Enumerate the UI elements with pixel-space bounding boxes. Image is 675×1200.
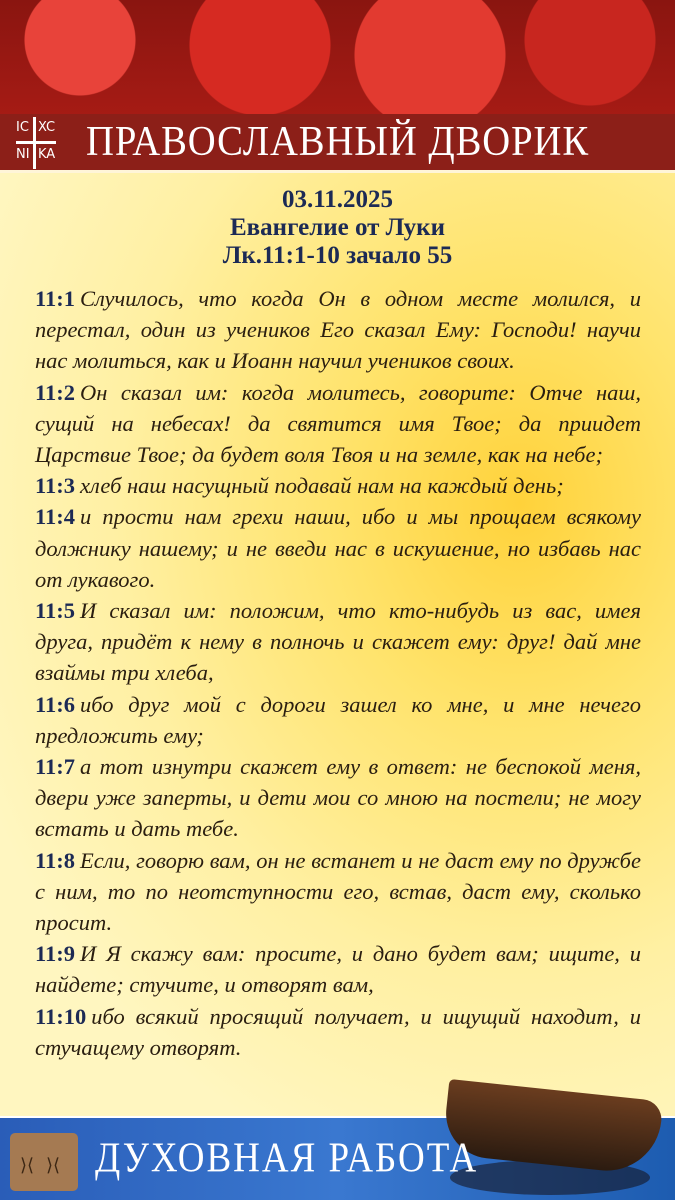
header-banner: [0, 0, 675, 172]
verse: [35, 689, 641, 751]
ic-xc-nika-cross-icon: IC XC NI KA: [16, 117, 78, 167]
verse-text: хлеб наш насущный подавай нам на каждый день;: [80, 473, 564, 499]
divider: [0, 170, 675, 173]
brand-title: ПРАВОСЛАВНЫЙ ДВОРИК: [86, 119, 590, 165]
reading-book: Евангелие от Луки: [230, 214, 445, 241]
verse-number: 11:4: [35, 504, 76, 530]
verse-text: И Я скажу вам: просите, и дано будет вам; ищите, и найдете; стучите, и отворят вам,: [35, 941, 641, 998]
verse-text: Случилось, что когда Он в одном месте молился, и перестал, один из учеников Его сказал Ему: Господи! научи нас молиться, как и Иоанн научил учеников своих.: [35, 286, 641, 374]
reading-date: 03.11.2025: [281, 186, 394, 213]
verse: [35, 377, 641, 471]
verse-number: 11:10: [35, 1003, 87, 1029]
verse-number: 11:3: [35, 473, 76, 499]
verse: [35, 938, 641, 1000]
verse: [35, 283, 641, 377]
verse: [35, 1001, 641, 1063]
header-band: [0, 114, 675, 170]
verse: [35, 501, 641, 595]
verse-number: 11:6: [35, 691, 76, 717]
verse-text: И сказал им: положим, что кто-нибудь из вас, имея друга, придёт к нему в полночь и скажет ему: друг! дай мне взаймы три хлеба,: [35, 598, 641, 686]
verse-number: 11:7: [35, 754, 76, 780]
reading-reference: Лк.11:1-10 зачало 55: [222, 242, 453, 269]
verse-text: а тот изнутри скажет ему в ответ: не беспокой меня, двери уже заперты, и дети мои со мною на постели; не могу встать и дать тебе.: [35, 754, 641, 842]
verse-text: ибо друг мой с дороги зашел ко мне, и мне нечего предложить ему;: [35, 691, 641, 748]
verse-text: Он сказал им: когда молитесь, говорите: Отче наш, сущий на небесах! да святится имя Твое; да приидет Царствие Твое; да будет воля Твоя и на земле, как на небе;: [35, 379, 641, 468]
reading-header: [0, 186, 675, 270]
verse: [35, 595, 641, 689]
verse-text: ибо всякий просящий получает, и ищущий находит, и стучащему отворят.: [35, 1003, 641, 1060]
verse-text: Если, говорю вам, он не встанет и не даст ему по дружбе с ним, то по неотступности его, встав, даст ему, сколько просит.: [35, 847, 641, 936]
reading-panel: [0, 173, 675, 1118]
verse: [35, 470, 641, 501]
verse-number: 11:1: [35, 286, 76, 311]
verse: [35, 751, 641, 845]
verse-number: 11:9: [35, 941, 76, 967]
verse: [35, 845, 641, 939]
verse-number: 11:2: [35, 379, 76, 405]
verse-number: 11:8: [35, 847, 76, 873]
verse-number: 11:5: [35, 598, 76, 624]
verse-list: [35, 283, 641, 1063]
verse-text: и прости нам грехи наши, ибо и мы прощаем всякому должнику нашему; и не введи нас в искушение, но избавь нас от лукавого.: [35, 504, 641, 592]
ichthys-fish-icon: ⟩⟨ ⟩⟨: [10, 1133, 78, 1191]
footer-title: ДУХОВНАЯ РАБОТА: [95, 1134, 479, 1183]
